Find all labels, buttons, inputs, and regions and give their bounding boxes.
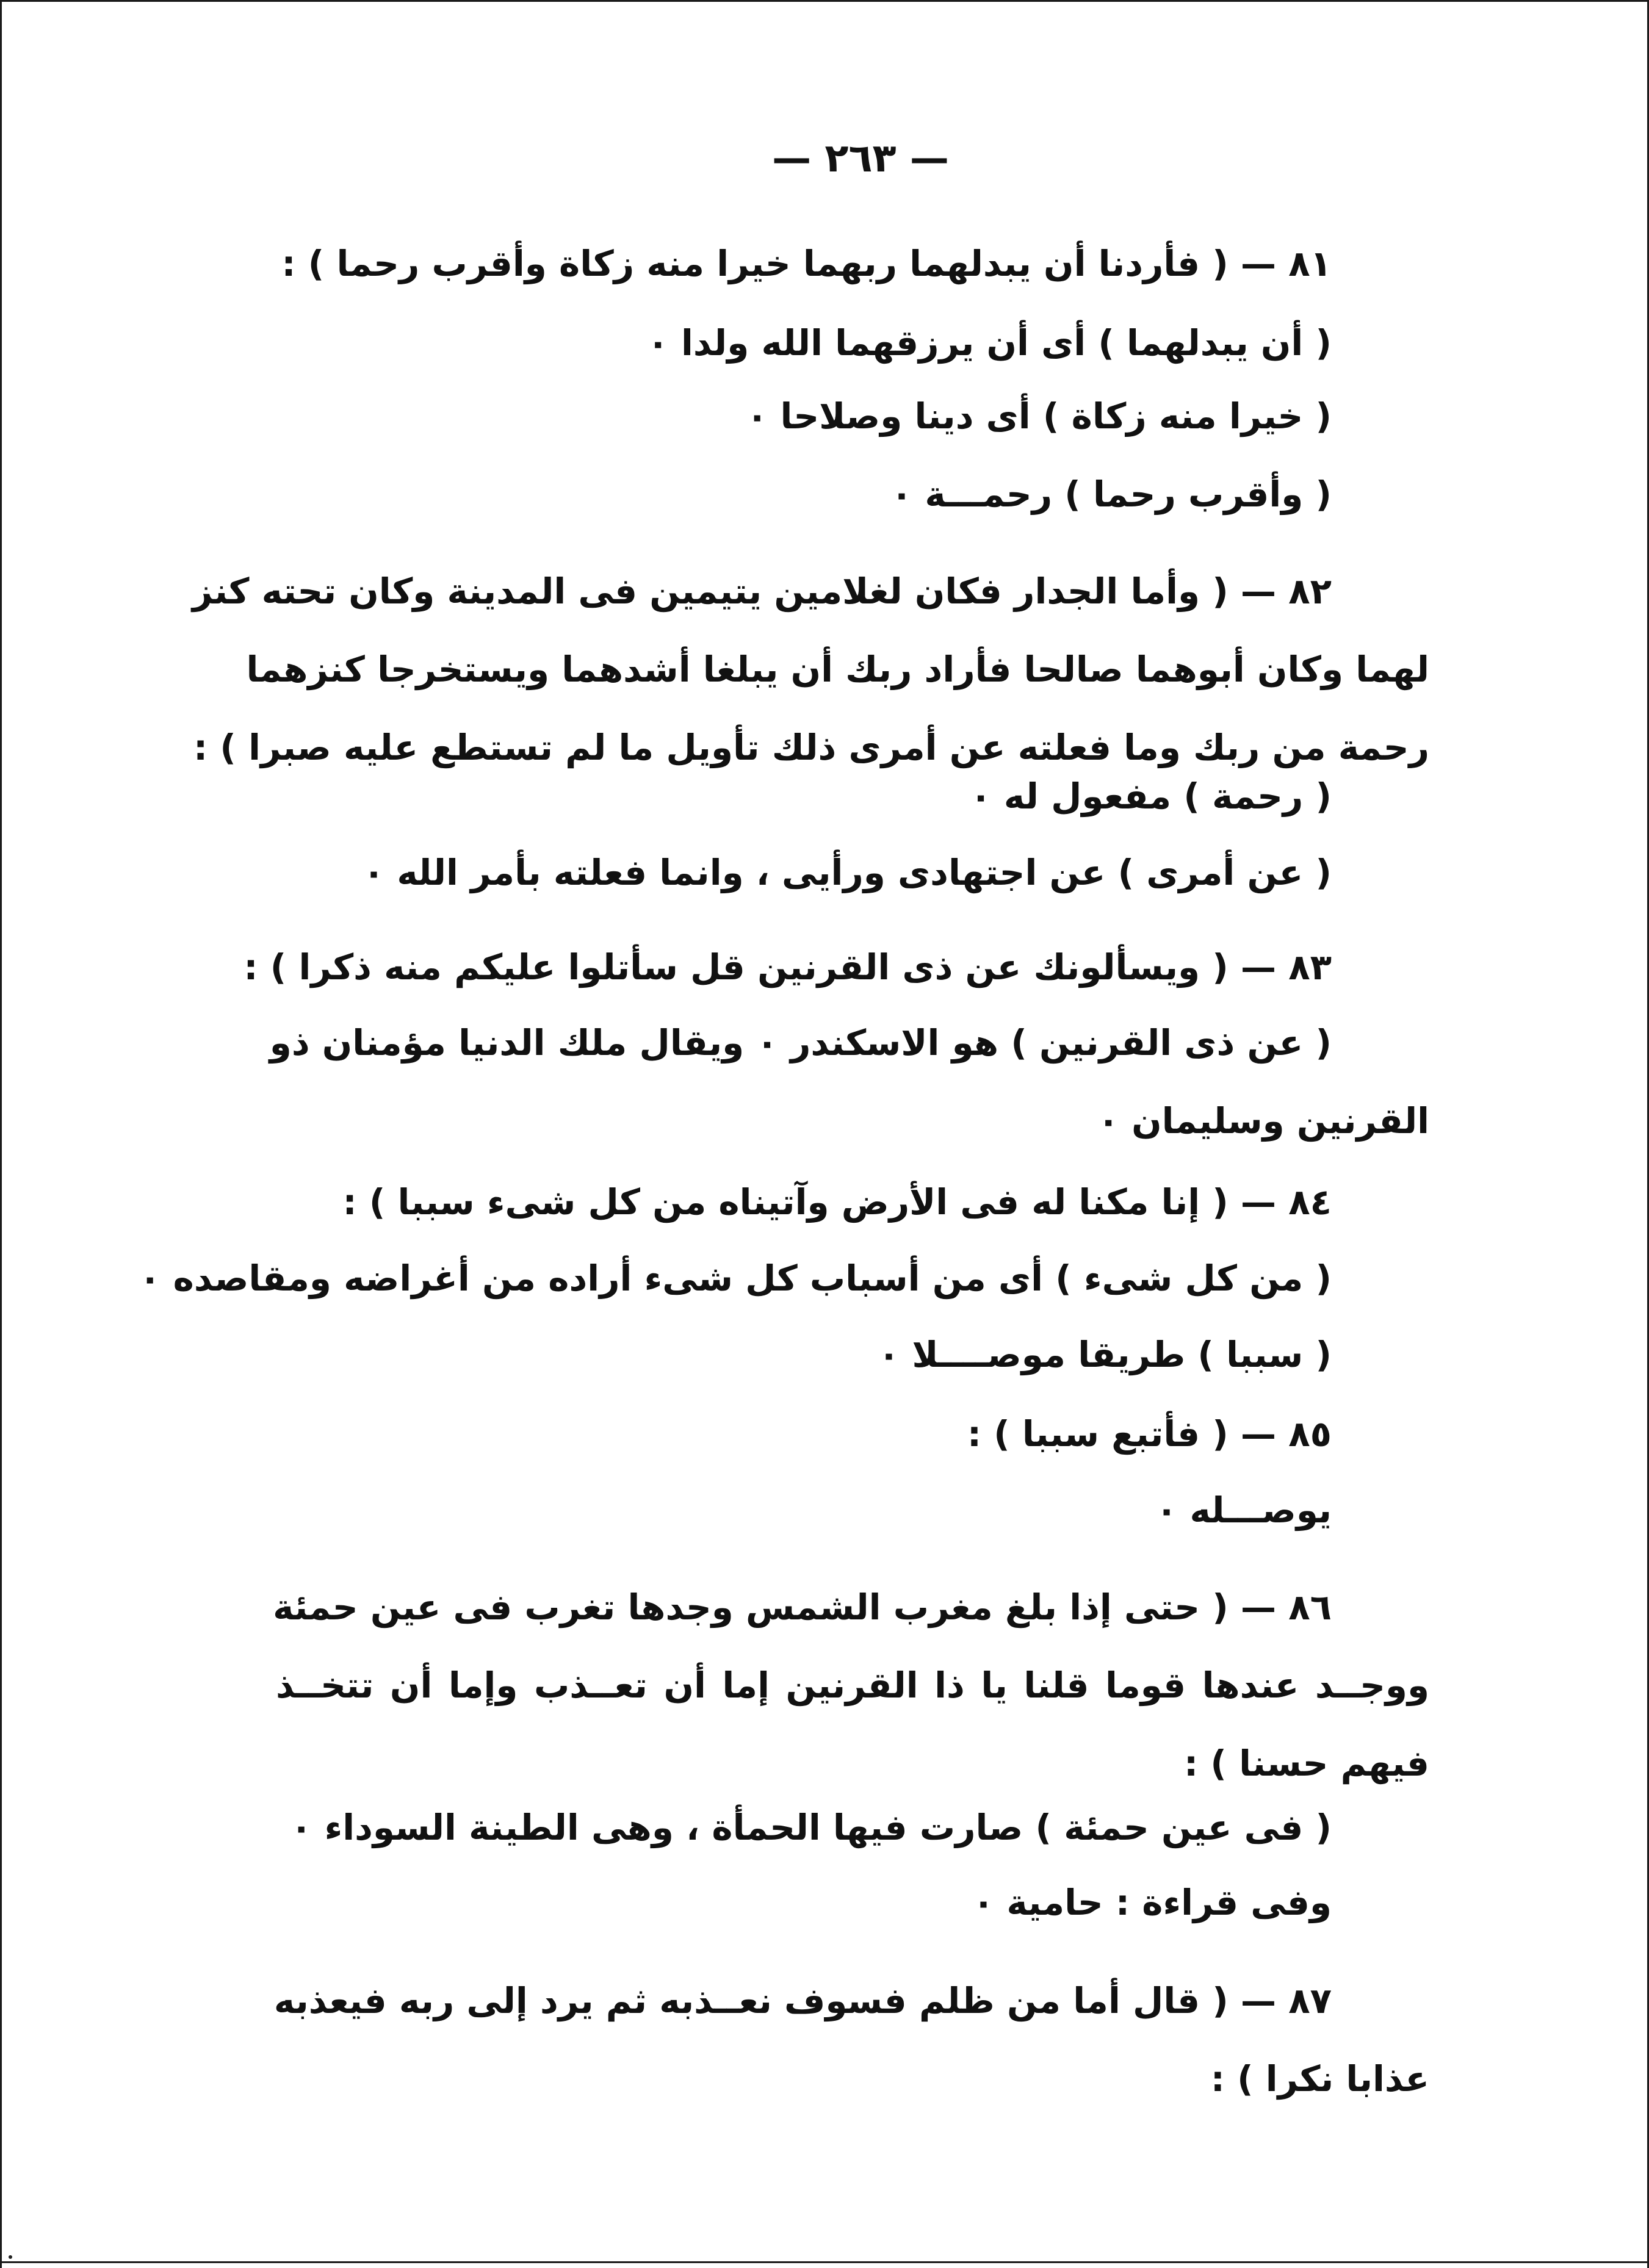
page-number: — ٢٦٣ — [772,136,949,181]
gloss-line: ( سببا ) طريقا موصــــلا ٠ [878,1334,1332,1375]
gloss-line: ( خيرا منه زكاة ) أى دينا وصلاحا ٠ [746,395,1332,437]
verse-83-gloss-paragraph [269,1004,1429,1160]
verse-87-paragraph [273,1962,1429,2118]
gloss-line: ( رحمة ) مفعول له ٠ [970,776,1332,817]
gloss-line: ( عن أمرى ) عن اجتهادى ورأيى ، وانما فعلته بأمر الله ٠ [363,852,1332,893]
verse-81-line: ٨١ — ( فأردنا أن يبدلهما ربهما خيرا منه زكاة وأقرب رحما ) : [281,243,1332,284]
verse-82-line-1: ٨٢ — ( وأما الجدار فكان لغلامين يتيمين فى المدينة وكان تحته كنز [192,571,1332,612]
verse-86-line-3: فيهم حسنا ) : [1184,1743,1429,1784]
page-border-top [0,0,1649,2]
gloss-line: يوصـــله ٠ [1155,1489,1332,1531]
verse-86-line-2: ووجــد عندها قوما قلنا يا ذا القرنين إما أن تعــذب وإما أن تتخــذ [276,1665,1429,1706]
verse-82-paragraph [192,552,1429,787]
verse-82-line-2: لهما وكان أبوهما صالحا فأراد ربك أن يبلغا أشدهما ويستخرجا كنزهما [246,649,1429,690]
page-border-left [0,0,2,2268]
gloss-line: ( وأقرب رحما ) رحمـــة ٠ [890,473,1332,515]
gloss-line: ( أن يبدلهما ) أى أن يرزقهما الله ولدا ٠ [647,322,1332,364]
verse-83-line: ٨٣ — ( ويسألونك عن ذى القرنين قل سأتلوا عليكم منه ذكرا ) : [244,946,1332,988]
scan-speck [9,2255,12,2259]
verse-82-line-3: رحمة من ربك وما فعلته عن أمرى ذلك تأويل ما لم تستطع عليه صبرا ) : [193,727,1429,768]
verse-86-line-1: ٨٦ — ( حتى إذا بلغ مغرب الشمس وجدها تغرب فى عين حمئة [273,1586,1332,1628]
page-border-bottom [0,2261,1649,2263]
gloss-line-2: القرنين وسليمان ٠ [1097,1100,1429,1142]
gloss-line: ( من كل شىء ) أى من أسباب كل شىء أراده من أغراضه ومقاصده ٠ [139,1258,1332,1299]
verse-87-line-2: عذابا نكرا ) : [1210,2058,1429,2100]
gloss-line: وفى قراءة : حامية ٠ [972,1882,1332,1923]
verse-85-line: ٨٥ — ( فأتبع سببا ) : [967,1413,1332,1455]
verse-84-line: ٨٤ — ( إنا مكنا له فى الأرض وآتيناه من كل شىء سببا ) : [342,1181,1332,1223]
gloss-line-1: ( عن ذى القرنين ) هو الاسكندر ٠ ويقال ملك الدنيا مؤمنان ذو [269,1022,1332,1064]
gloss-line: ( فى عين حمئة ) صارت فيها الحمأة ، وهى الطينة السوداء ٠ [290,1807,1332,1848]
verse-86-paragraph [273,1568,1429,1802]
verse-87-line-1: ٨٧ — ( قال أما من ظلم فسوف نعــذبه ثم يرد إلى ربه فيعذبه [273,1980,1332,2021]
